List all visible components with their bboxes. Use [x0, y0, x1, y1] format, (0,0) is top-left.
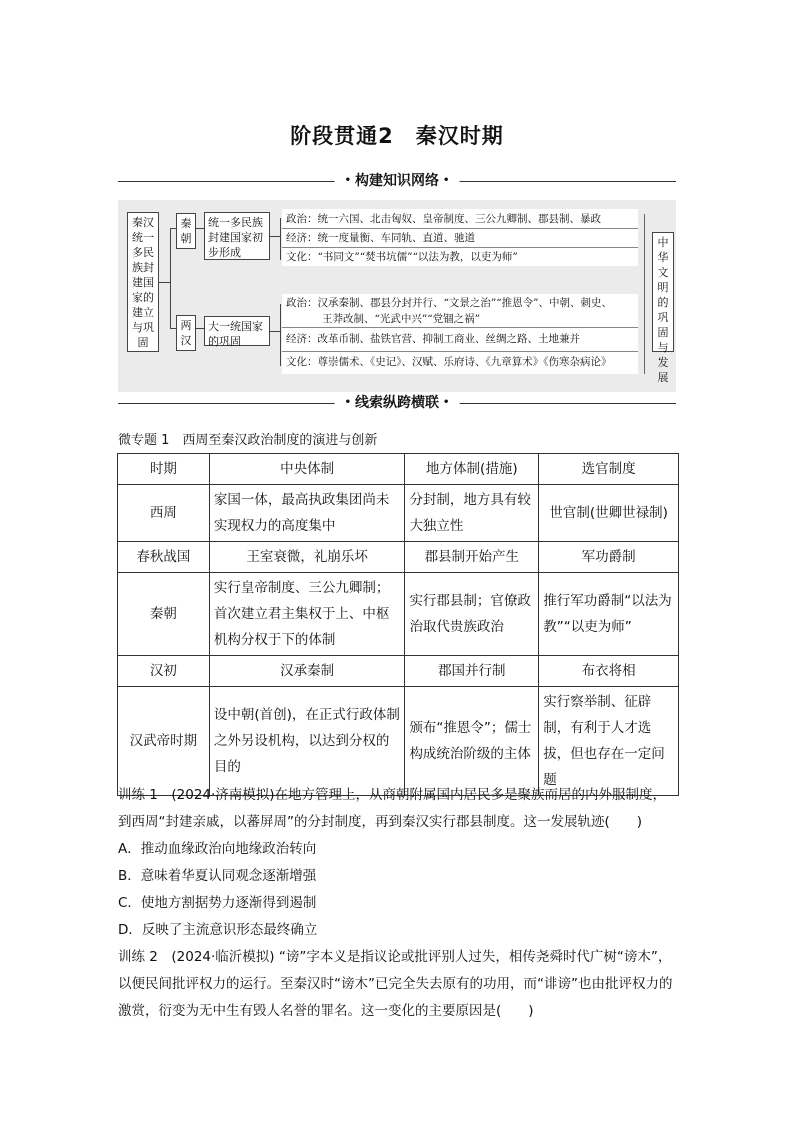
han-culture: 文化：尊崇儒术、《史记》、汉赋、乐府诗、《九章算术》《伤寒杂病论》: [286, 356, 612, 368]
table-cell: 郡县制开始产生: [405, 542, 539, 573]
han-label: 两汉: [176, 315, 196, 351]
table-row: [118, 687, 679, 796]
table-header: 时期: [118, 454, 210, 485]
table-row: [118, 542, 679, 573]
table-header: 中央体制: [209, 454, 405, 485]
table-cell: 汉初: [118, 656, 210, 687]
han-politics: 政治：汉承秦制、郡县分封并行、“文景之治”“推恩令”、中朝、刺史、: [286, 297, 612, 309]
table-cell: 实行郡县制；官僚政治取代贵族政治: [405, 573, 539, 656]
table-cell: 实行皇帝制度、三公九卿制；首次建立君主集权于上、中枢机构分权于下的体制: [209, 573, 405, 656]
knowledge-network-diagram: [118, 200, 676, 392]
qin-economy: 经济：统一度量衡、车同轨、直道、驰道: [286, 232, 475, 244]
table-cell: 王室衰微，礼崩乐坏: [209, 542, 405, 573]
section-header-knowledge-network: • 构建知识网络 •: [118, 170, 676, 194]
table-cell: 家国一体，最高执政集团尚未实现权力的高度集中: [209, 485, 405, 542]
table-cell: 设中朝(首创)，在正式行政体制之外另设机构，以达到分权的目的: [209, 687, 405, 796]
table-cell: 秦朝: [118, 573, 210, 656]
han-politics-cont: 王莽改制、“光武中兴”“党锢之祸”: [322, 313, 480, 325]
table-cell: 实行察举制、征辟制，有利于人才选拔，但也存在一定问题: [539, 687, 679, 796]
table-row: [118, 656, 679, 687]
question-1-option-c[interactable]: C．使地方割据势力逐渐得到遏制: [118, 895, 317, 911]
table-cell: 分封制，地方具有较大独立性: [405, 485, 539, 542]
qin-politics: 政治：统一六国、北击匈奴、皇帝制度、三公九卿制、郡县制、暴政: [286, 213, 601, 225]
table-cell: 军功爵制: [539, 542, 679, 573]
qin-label: 秦朝: [176, 213, 196, 249]
question-1-option-d[interactable]: D．反映了主流意识形态最终确立: [118, 922, 318, 938]
micro-topic-title: 微专题 1 西周至秦汉政治制度的演进与创新: [118, 433, 378, 448]
han-economy: 经济：改革币制、盐铁官营、抑制工商业、丝绸之路、土地兼并: [286, 333, 580, 345]
qin-details: [282, 209, 638, 266]
table-cell: 汉武帝时期: [118, 687, 210, 796]
table-cell: 推行军功爵制“以法为教”“以吏为师”: [539, 573, 679, 656]
qin-culture: 文化：“书同文”“焚书坑儒”“以法为教，以吏为师”: [286, 251, 518, 263]
network-right: 中华文明的巩固与发展: [652, 232, 674, 352]
table-header-row: [118, 454, 679, 485]
table-header: 地方体制(措施): [405, 454, 539, 485]
table-cell: 郡国并行制: [405, 656, 539, 687]
question-1-option-a[interactable]: A．推动血缘政治向地缘政治转向: [118, 841, 317, 857]
question-2-stem: 训练 2 (2024·临沂模拟) “谤”字本义是指议论或批评别人过失，相传尧舜时代广树“谤木”，以便民间批评权力的运行。至秦汉时“谤木”已完全失去原有的功用，而“诽谤”也由批评权力的激赏，衍变为无中生有毁人名誉的罪名。这一变化的主要原因是( ): [118, 949, 673, 1019]
question-1-option-b[interactable]: B．意味着华夏认同观念逐渐增强: [118, 868, 317, 884]
table-cell: 汉承秦制: [209, 656, 405, 687]
section-header-clues: • 线索纵跨横联 •: [118, 392, 676, 416]
table-cell: 布衣将相: [539, 656, 679, 687]
table-header: 选官制度: [539, 454, 679, 485]
table-cell: 世官制(世卿世禄制): [539, 485, 679, 542]
table-cell: 春秋战国: [118, 542, 210, 573]
table-row: [118, 573, 679, 656]
qin-stage: 统一多民族封建国家初步形成: [204, 212, 270, 260]
page-title: 阶段贯通2 秦汉时期: [290, 124, 504, 148]
han-stage: 大一统国家的巩固: [204, 316, 270, 346]
table-row: [118, 485, 679, 542]
political-system-table: [117, 453, 679, 796]
table-cell: 颁布“推恩令”；儒士构成统治阶级的主体: [405, 687, 539, 796]
table-cell: 西周: [118, 485, 210, 542]
question-1-stem: 训练 1 (2024·济南模拟)在地方管理上，从商朝附属国内居民多是聚族而居的内外服制度，到西周“封建亲戚，以蕃屏周”的分封制度，再到秦汉实行郡县制度。这一发展轨迹( ): [118, 787, 667, 830]
network-root: 秦汉统一多民族封建国家的建立与巩固: [127, 212, 159, 352]
han-details: [282, 294, 638, 374]
